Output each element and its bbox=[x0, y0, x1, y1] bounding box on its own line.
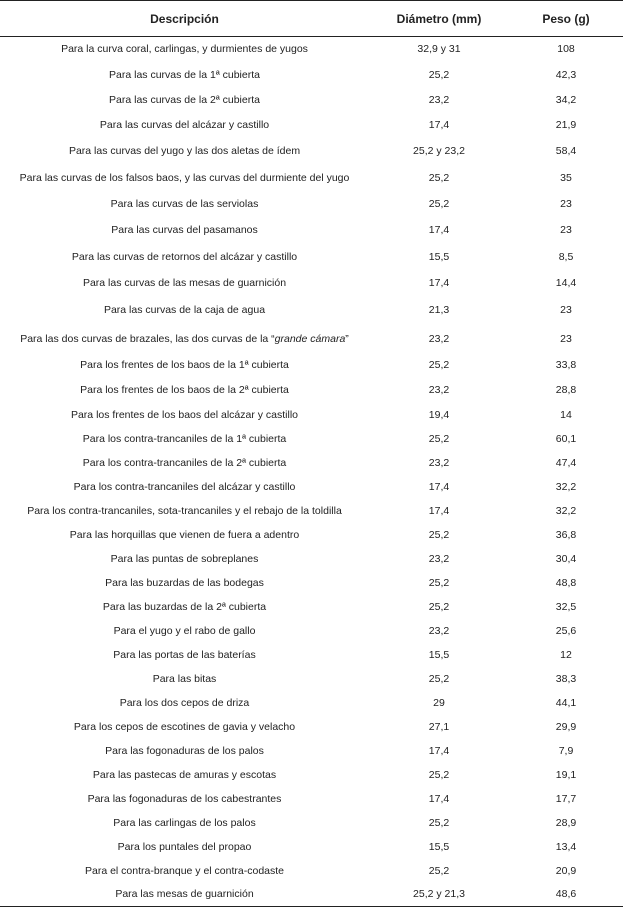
cell-peso: 7,9 bbox=[558, 744, 574, 757]
table-row bbox=[0, 62, 623, 88]
cell-diametro: 27,1 bbox=[428, 720, 450, 733]
cell-peso: 32,2 bbox=[555, 504, 577, 517]
cell-descripcion: Para las curvas de la 2ª cubierta bbox=[109, 94, 260, 106]
cell-diametro: 25,2 bbox=[428, 68, 450, 81]
table-row bbox=[0, 859, 623, 883]
table-row bbox=[0, 37, 623, 62]
cell-diametro: 19,4 bbox=[428, 408, 450, 421]
cell-descripcion: Para las curvas de retornos del alcázar y castillo bbox=[71, 250, 298, 263]
cell-descripcion: Para las curvas de la 1ª cubierta bbox=[109, 68, 260, 81]
cell-peso: 28,8 bbox=[555, 384, 577, 396]
table-row bbox=[0, 451, 623, 475]
cell-descripcion: Para las dos curvas de brazales, las dos curvas de la “grande cámara” bbox=[20, 332, 349, 345]
cell-peso: 28,9 bbox=[555, 816, 577, 829]
cell-descripcion: Para las curvas de los falsos baos, y las curvas del durmiente del yugo bbox=[19, 172, 350, 184]
cell-peso: 30,4 bbox=[555, 552, 577, 565]
cell-descripcion: Para la curva coral, carlingas, y durmientes de yugos bbox=[61, 43, 308, 56]
table-body bbox=[0, 37, 623, 907]
cell-diametro: 25,2 bbox=[428, 600, 450, 613]
cell-peso: 23 bbox=[560, 332, 572, 345]
cell-peso: 33,8 bbox=[555, 359, 577, 371]
header-descripcion: Descripción bbox=[0, 1, 369, 37]
table-row bbox=[0, 523, 623, 547]
table-row bbox=[0, 244, 623, 270]
cell-descripcion: Para las curvas del yugo y las dos aletas de ídem bbox=[68, 145, 301, 157]
cell-diametro: 23,2 bbox=[428, 384, 450, 396]
header-peso: Peso (g) bbox=[509, 1, 623, 37]
cell-peso: 8,5 bbox=[558, 250, 574, 263]
cell-descripcion: Para las fogonaduras de los cabestrantes bbox=[87, 792, 282, 805]
table-row bbox=[0, 643, 623, 667]
table-row bbox=[0, 403, 623, 427]
cell-diametro: 23,2 bbox=[428, 624, 450, 637]
cell-peso: 38,3 bbox=[555, 672, 577, 685]
cell-diametro: 23,2 bbox=[428, 94, 450, 106]
cell-peso: 19,1 bbox=[555, 768, 577, 781]
table-row bbox=[0, 787, 623, 811]
cell-peso: 32,5 bbox=[555, 600, 577, 613]
cell-descripcion: Para el yugo y el rabo de gallo bbox=[113, 624, 256, 637]
cell-peso: 14 bbox=[560, 408, 572, 421]
cell-peso: 12 bbox=[560, 648, 572, 661]
table-row bbox=[0, 499, 623, 523]
cell-diametro: 25,2 y 23,2 bbox=[413, 145, 465, 157]
cell-diametro: 25,2 bbox=[428, 528, 450, 541]
cell-descripcion: Para los frentes de los baos de la 1ª cubierta bbox=[80, 359, 289, 371]
cell-descripcion: Para los dos cepos de driza bbox=[119, 696, 250, 709]
cell-descripcion: Para las buzardas de la 2ª cubierta bbox=[102, 600, 267, 613]
table-row bbox=[0, 217, 623, 244]
cell-diametro: 32,9 y 31 bbox=[417, 43, 461, 56]
cell-peso: 25,6 bbox=[555, 624, 577, 637]
cell-descripcion: Para los contra-trancaniles, sota-trancaniles y el rebajo de la toldilla bbox=[27, 504, 342, 517]
cell-diametro: 25,2 bbox=[428, 864, 450, 877]
cell-descripcion: Para las curvas de las mesas de guarnición bbox=[82, 276, 287, 289]
cell-descripcion: Para las carlingas de los palos bbox=[113, 816, 256, 829]
table-row bbox=[0, 691, 623, 715]
cell-peso: 13,4 bbox=[555, 840, 577, 853]
cell-diametro: 17,4 bbox=[428, 504, 450, 517]
cell-diametro: 17,4 bbox=[428, 119, 450, 131]
cell-diametro: 25,2 y 21,3 bbox=[369, 883, 509, 907]
cell-descripcion: Para los cepos de escotines de gavia y velacho bbox=[73, 720, 296, 733]
table-row bbox=[0, 165, 623, 192]
cell-peso: 34,2 bbox=[555, 94, 577, 106]
cell-peso: 29,9 bbox=[555, 720, 577, 733]
cell-peso: 36,8 bbox=[555, 528, 577, 541]
cell-diametro: 25,2 bbox=[428, 576, 450, 589]
header-row bbox=[0, 1, 623, 37]
cell-diametro: 25,2 bbox=[428, 172, 450, 184]
cell-descripcion: Para las curvas del pasamanos bbox=[111, 224, 258, 236]
table-row bbox=[0, 427, 623, 451]
table-row bbox=[0, 353, 623, 378]
table-row bbox=[0, 138, 623, 165]
cell-peso: 48,8 bbox=[555, 576, 577, 589]
cell-diametro: 15,5 bbox=[428, 840, 450, 853]
cell-diametro: 23,2 bbox=[428, 332, 450, 345]
cell-descripcion: Para los frentes de los baos del alcázar y castillo bbox=[70, 408, 299, 421]
cell-peso: 108 bbox=[557, 43, 575, 56]
cell-peso: 23 bbox=[560, 198, 572, 210]
cell-diametro: 23,2 bbox=[428, 552, 450, 565]
cell-diametro: 17,4 bbox=[428, 480, 450, 493]
cell-descripcion: Para los contra-trancaniles de la 2ª cubierta bbox=[82, 456, 287, 469]
cell-peso: 47,4 bbox=[555, 456, 577, 469]
cell-descripcion: Para las bitas bbox=[152, 672, 217, 685]
cell-peso: 17,7 bbox=[555, 792, 577, 805]
cell-diametro: 25,2 bbox=[428, 816, 450, 829]
cell-descripcion: Para las curvas de las serviolas bbox=[110, 198, 259, 210]
cell-descripcion: Para los puntales del propao bbox=[117, 840, 252, 853]
cell-descripcion: Para los contra-trancaniles de la 1ª cubierta bbox=[82, 432, 287, 445]
cell-diametro: 21,3 bbox=[428, 304, 450, 316]
cell-diametro: 17,4 bbox=[428, 792, 450, 805]
table-row bbox=[0, 296, 623, 325]
cell-peso: 35 bbox=[560, 172, 572, 184]
table-row bbox=[0, 715, 623, 739]
table-row bbox=[0, 475, 623, 499]
table-row bbox=[0, 739, 623, 763]
table-row bbox=[0, 192, 623, 217]
cell-peso: 60,1 bbox=[555, 432, 577, 445]
cell-diametro: 25,2 bbox=[428, 672, 450, 685]
table-row bbox=[0, 378, 623, 403]
cell-descripcion: Para las curvas de la caja de agua bbox=[103, 304, 266, 316]
table-row bbox=[0, 270, 623, 296]
table-row bbox=[0, 619, 623, 643]
cell-diametro: 15,5 bbox=[428, 648, 450, 661]
cell-descripcion: Para las fogonaduras de los palos bbox=[105, 744, 264, 757]
cell-descripcion: Para las curvas del alcázar y castillo bbox=[99, 119, 270, 131]
cell-peso: 23 bbox=[560, 304, 572, 316]
cell-diametro: 25,2 bbox=[428, 198, 450, 210]
cell-peso: 21,9 bbox=[555, 119, 577, 131]
cell-descripcion: Para las pastecas de amuras y escotas bbox=[92, 768, 277, 781]
cell-descripcion: Para los contra-trancaniles del alcázar y castillo bbox=[73, 480, 296, 493]
cell-diametro: 29 bbox=[433, 696, 445, 709]
cell-descripcion: Para el contra-branque y el contra-codaste bbox=[84, 864, 285, 877]
cell-descripcion: Para los frentes de los baos de la 2ª cubierta bbox=[80, 384, 289, 396]
cell-peso: 20,9 bbox=[555, 864, 577, 877]
cell-diametro: 25,2 bbox=[428, 359, 450, 371]
table-row bbox=[0, 835, 623, 859]
table-row bbox=[0, 667, 623, 691]
cell-diametro: 17,4 bbox=[428, 224, 450, 236]
cell-descripcion: Para las portas de las baterías bbox=[113, 648, 256, 661]
table-row bbox=[0, 595, 623, 619]
table-row bbox=[0, 325, 623, 353]
cell-peso: 32,2 bbox=[555, 480, 577, 493]
table-row bbox=[0, 763, 623, 787]
cell-peso: 58,4 bbox=[555, 145, 577, 157]
cell-diametro: 17,4 bbox=[428, 744, 450, 757]
table-row bbox=[0, 571, 623, 595]
cell-peso: 48,6 bbox=[509, 883, 623, 907]
table-row bbox=[0, 113, 623, 138]
cell-diametro: 25,2 bbox=[428, 432, 450, 445]
cell-peso: 44,1 bbox=[555, 696, 577, 709]
cell-descripcion: Para las buzardas de las bodegas bbox=[105, 576, 264, 589]
cell-peso: 14,4 bbox=[555, 276, 577, 289]
table-row bbox=[0, 88, 623, 113]
table-row bbox=[0, 811, 623, 835]
table-row bbox=[0, 883, 623, 907]
cell-diametro: 17,4 bbox=[428, 276, 450, 289]
cell-peso: 23 bbox=[560, 224, 572, 236]
header-diametro: Diámetro (mm) bbox=[369, 1, 509, 37]
cell-diametro: 25,2 bbox=[428, 768, 450, 781]
cell-diametro: 15,5 bbox=[428, 250, 450, 263]
cell-descripcion: Para las mesas de guarnición bbox=[0, 883, 369, 907]
cell-descripcion: Para las puntas de sobreplanes bbox=[110, 552, 259, 565]
table-row bbox=[0, 547, 623, 571]
cell-peso: 42,3 bbox=[555, 68, 577, 81]
cell-descripcion: Para las horquillas que vienen de fuera a adentro bbox=[69, 528, 300, 541]
cell-diametro: 23,2 bbox=[428, 456, 450, 469]
